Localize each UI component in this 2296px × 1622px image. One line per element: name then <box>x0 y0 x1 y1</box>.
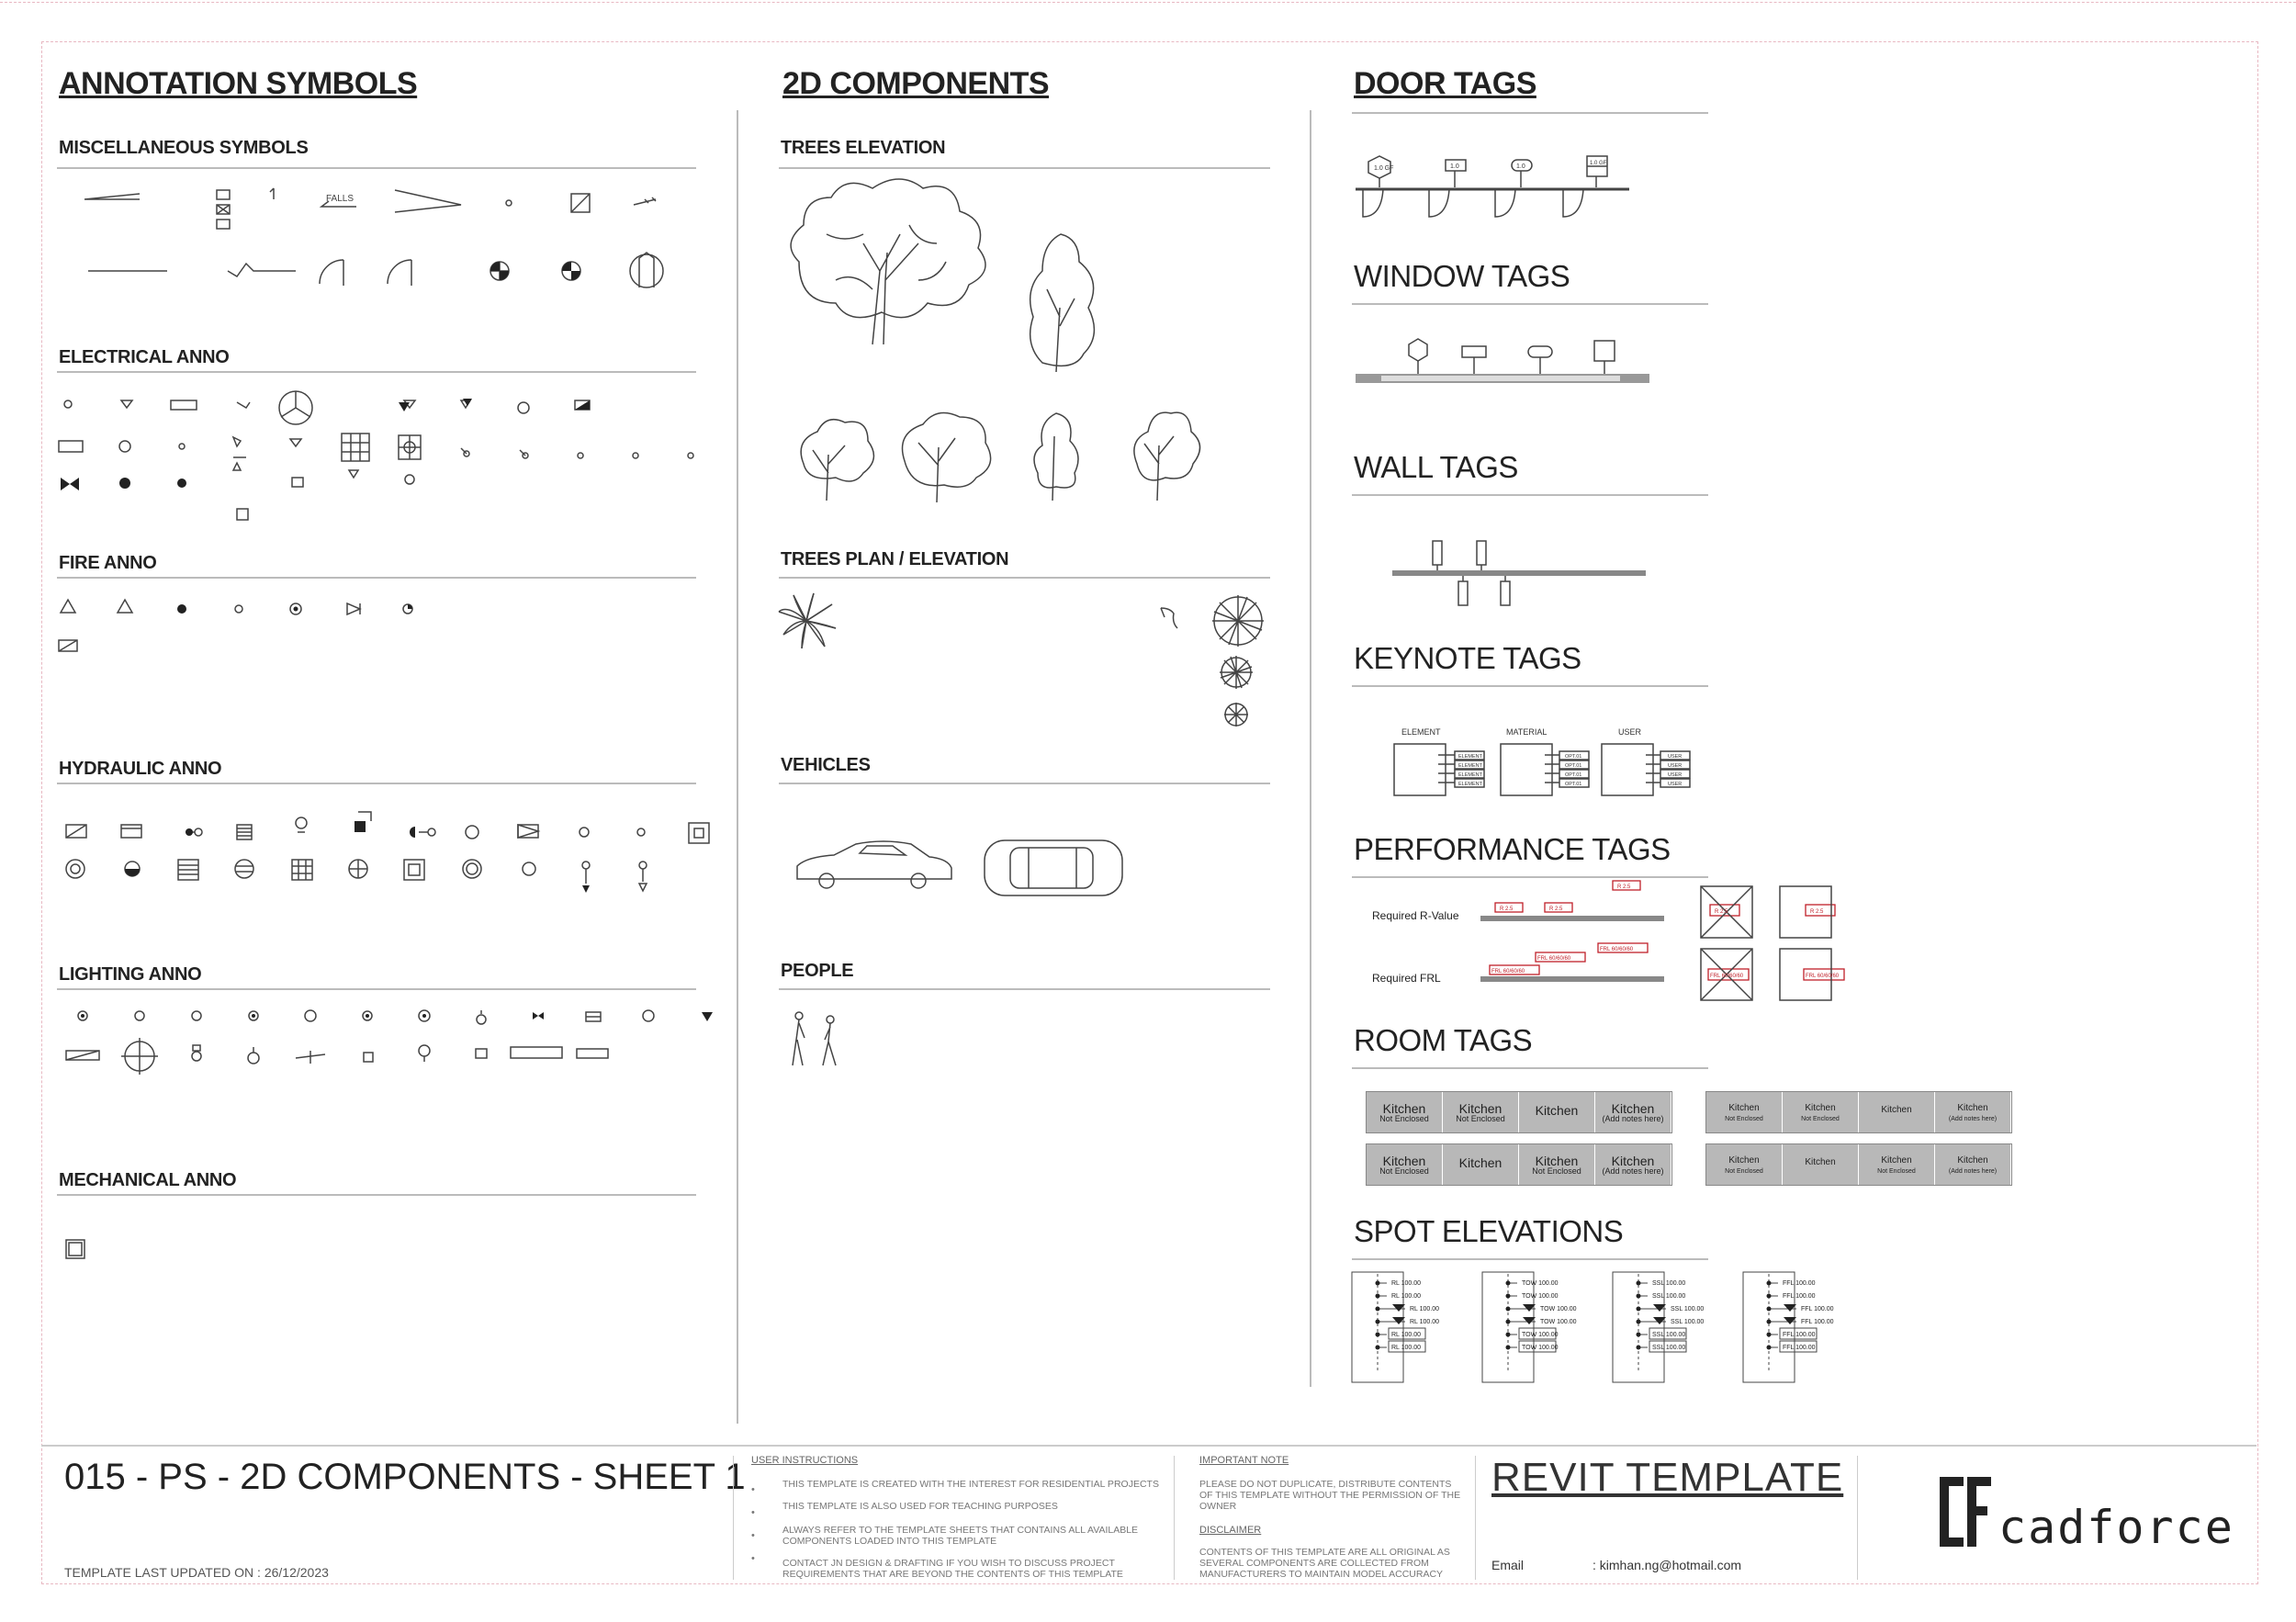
misc-symbols-icons <box>57 179 700 298</box>
spot-elevation-label: RL 100.00 <box>1410 1306 1440 1312</box>
trees-elevation-rule <box>779 167 1270 169</box>
keynote-tags-rule <box>1352 685 1708 687</box>
electrical-anno-icons <box>57 386 700 533</box>
svg-text:ELEMENT: ELEMENT <box>1458 772 1482 778</box>
room-tag-name: Kitchen <box>1881 1155 1912 1166</box>
people-drawings <box>788 1010 861 1075</box>
keynote-tags-heading: KEYNOTE TAGS <box>1354 641 1581 675</box>
room-tag-note: Not Enclosed <box>1379 1114 1429 1123</box>
room-tag <box>1859 1144 1935 1185</box>
room-tag-row <box>1366 1143 1672 1186</box>
column-divider-2 <box>1310 110 1311 1387</box>
email-value: : kimhan.ng@hotmail.com <box>1593 1558 1742 1572</box>
hydraulic-rule <box>57 783 696 784</box>
room-tags-rule <box>1352 1067 1708 1069</box>
spot-elevation-label: RL 100.00 <box>1391 1345 1422 1351</box>
2d-components-heading: 2D COMPONENTS <box>782 66 1050 101</box>
spot-elevation-label: FFL 100.00 <box>1783 1345 1816 1351</box>
instruction-1: THIS TEMPLATE IS CREATED WITH THE INTEREST FOR RESIDENTIAL PROJECTS <box>782 1479 1159 1490</box>
disclaimer-text: CONTENTS OF THIS TEMPLATE ARE ALL ORIGINAL AS SEVERAL COMPONENTS ARE COLLECTED FROM MANUFACTURERS TO MAINTAIN MODEL ACCURACY <box>1199 1547 1450 1580</box>
keynote-label-user: USER <box>1618 727 1642 737</box>
spot-elevation-label: RL 100.00 <box>1391 1332 1422 1338</box>
email-label: Email <box>1491 1558 1525 1572</box>
title-block-divider <box>1475 1456 1476 1580</box>
instruction-bullets: • • • • <box>751 1484 755 1564</box>
room-tag-name: Kitchen <box>1805 1157 1836 1167</box>
spot-elevation-label: RL 100.00 <box>1391 1280 1422 1287</box>
room-tag-row <box>1705 1143 2012 1186</box>
lighting-anno-heading: LIGHTING ANNO <box>59 964 202 985</box>
spot-elevation-label: FFL 100.00 <box>1783 1293 1816 1300</box>
spot-elevation-label: FFL 100.00 <box>1801 1306 1834 1312</box>
spot-elevation-label: SSL 100.00 <box>1652 1332 1686 1338</box>
spot-elevation-label: TOW 100.00 <box>1522 1280 1559 1287</box>
falls-label: FALLS <box>326 194 355 204</box>
door-tag-3: 1.0 <box>1516 163 1525 170</box>
room-tag-row <box>1366 1091 1672 1133</box>
room-tag-note: Not Enclosed <box>1801 1116 1840 1122</box>
electrical-anno-heading: ELECTRICAL ANNO <box>59 347 230 367</box>
spot-elevations-heading: SPOT ELEVATIONS <box>1354 1214 1624 1248</box>
room-tag-note: Not Enclosed <box>1379 1166 1429 1176</box>
required-r-value-label: Required R-Value <box>1372 909 1459 922</box>
lighting-rule <box>57 988 696 990</box>
spot-elevation-label: RL 100.00 <box>1391 1293 1422 1300</box>
svg-text:R 2.5: R 2.5 <box>1617 884 1631 890</box>
room-tag <box>1443 1092 1519 1132</box>
spot-elevation-box <box>1352 1272 1403 1382</box>
svg-text:FRL 60/60/60: FRL 60/60/60 <box>1537 956 1571 962</box>
room-tag-name: Kitchen <box>1728 1103 1760 1113</box>
wall-tags-heading: WALL TAGS <box>1354 450 1518 484</box>
svg-text:OPT.01: OPT.01 <box>1565 782 1582 787</box>
trees-plan-drawings <box>771 588 1286 735</box>
important-note-text: PLEASE DO NOT DUPLICATE, DISTRIBUTE CONTENTS OF THIS TEMPLATE WITHOUT THE PERMISSION OF THE OWNER <box>1199 1479 1461 1512</box>
room-tag-name: Kitchen <box>1382 1101 1426 1116</box>
svg-text:R 2.5: R 2.5 <box>1549 907 1563 912</box>
room-tag-name: Kitchen <box>1881 1105 1912 1115</box>
room-tag-name: Kitchen <box>1382 1154 1426 1168</box>
sheet-top-border <box>0 2 2296 3</box>
door-tags-rule <box>1352 112 1708 114</box>
spot-elevation-label: FFL 100.00 <box>1783 1332 1816 1338</box>
svg-text:ELEMENT: ELEMENT <box>1458 763 1482 769</box>
spot-elevation-label: TOW 100.00 <box>1540 1319 1577 1325</box>
room-tag <box>1367 1092 1443 1132</box>
sheet-title: 015 - PS - 2D COMPONENTS - SHEET 1 <box>64 1457 746 1497</box>
cadforce-logo-icon <box>1927 1473 2000 1550</box>
misc-symbols-heading: MISCELLANEOUS SYMBOLS <box>59 138 309 158</box>
room-tag <box>1859 1092 1935 1132</box>
spot-elevation-label: SSL 100.00 <box>1671 1306 1705 1312</box>
door-tag-2: 1.0 <box>1450 163 1459 170</box>
spot-elevation-label: TOW 100.00 <box>1522 1332 1559 1338</box>
door-tag-1: 1.0 GF <box>1374 165 1394 172</box>
annotation-symbols-heading: ANNOTATION SYMBOLS <box>59 66 418 101</box>
title-block-divider <box>1857 1456 1858 1580</box>
performance-tags-heading: PERFORMANCE TAGS <box>1354 832 1671 866</box>
mechanical-rule <box>57 1194 696 1196</box>
room-tag-name: Kitchen <box>1728 1155 1760 1166</box>
svg-text:USER: USER <box>1668 782 1683 787</box>
trees-plan-heading: TREES PLAN / ELEVATION <box>781 549 1009 569</box>
room-tag-row <box>1705 1091 2012 1133</box>
room-tag <box>1935 1144 2011 1185</box>
room-tag <box>1783 1092 1859 1132</box>
room-tag-note: (Add notes here) <box>1948 1116 1998 1122</box>
misc-rule <box>57 167 696 169</box>
spot-elevation-label: TOW 100.00 <box>1540 1306 1577 1312</box>
room-tag-name: Kitchen <box>1611 1154 1655 1168</box>
room-tag <box>1706 1144 1783 1185</box>
room-tag-name: Kitchen <box>1535 1154 1579 1168</box>
svg-text:ELEMENT: ELEMENT <box>1458 754 1482 760</box>
room-tag <box>1519 1092 1595 1132</box>
spot-elevation-label: TOW 100.00 <box>1522 1293 1559 1300</box>
lighting-anno-icons <box>57 1001 718 1093</box>
fire-rule <box>57 577 696 579</box>
spot-elevations-drawing <box>1350 1272 1901 1391</box>
svg-text:FRL 60/60/60: FRL 60/60/60 <box>1710 974 1744 979</box>
svg-text:OPT.01: OPT.01 <box>1565 763 1582 769</box>
important-note-heading: IMPORTANT NOTE <box>1199 1455 1289 1466</box>
title-block-divider <box>733 1456 734 1580</box>
room-tag-name: Kitchen <box>1458 1155 1503 1170</box>
trees-plan-rule <box>779 577 1270 579</box>
wall-tags-rule <box>1352 494 1708 496</box>
room-tag-note: Not Enclosed <box>1456 1114 1505 1123</box>
vehicles-drawings <box>790 831 1139 905</box>
room-tag-note: Not Enclosed <box>1532 1166 1581 1176</box>
room-tag-name: Kitchen <box>1535 1103 1579 1118</box>
svg-text:R 2.5: R 2.5 <box>1810 909 1824 915</box>
mechanical-anno-icon <box>64 1238 92 1266</box>
svg-text:FRL 60/60/60: FRL 60/60/60 <box>1491 969 1525 974</box>
spot-elevation-box <box>1613 1272 1664 1382</box>
svg-text:OPT.01: OPT.01 <box>1565 754 1582 760</box>
room-tag-note: (Add notes here) <box>1602 1166 1664 1176</box>
electrical-rule <box>57 371 696 373</box>
fire-anno-icons <box>57 592 700 666</box>
room-tag <box>1595 1092 1671 1132</box>
spot-elevation-label: RL 100.00 <box>1410 1319 1440 1325</box>
spot-elevation-label: SSL 100.00 <box>1671 1319 1705 1325</box>
spot-elevation-label: FFL 100.00 <box>1801 1319 1834 1325</box>
spot-elevation-box <box>1482 1272 1534 1382</box>
room-tag-note: Not Enclosed <box>1877 1168 1916 1175</box>
door-tags-heading: DOOR TAGS <box>1354 66 1536 101</box>
mechanical-anno-heading: MECHANICAL ANNO <box>59 1170 237 1190</box>
performance-tags-drawing <box>1479 877 1846 1006</box>
room-tag-note: (Add notes here) <box>1948 1168 1998 1175</box>
fire-anno-heading: FIRE ANNO <box>59 553 157 573</box>
cadforce-logo-text: cadforce <box>1998 1501 2234 1554</box>
spot-elevation-label: SSL 100.00 <box>1652 1345 1686 1351</box>
hydraulic-anno-heading: HYDRAULIC ANNO <box>59 759 222 779</box>
room-tag-name: Kitchen <box>1611 1101 1655 1116</box>
window-tags-drawing <box>1354 335 1657 400</box>
title-block-rule <box>41 1445 2257 1447</box>
window-tags-rule <box>1352 303 1708 305</box>
spot-elevation-label: FFL 100.00 <box>1783 1280 1816 1287</box>
keynote-label-element: ELEMENT <box>1401 727 1441 737</box>
template-updated: TEMPLATE LAST UPDATED ON : 26/12/2023 <box>64 1565 329 1580</box>
room-tag-name: Kitchen <box>1957 1155 1988 1166</box>
column-divider-1 <box>737 110 738 1424</box>
trees-elevation-heading: TREES ELEVATION <box>781 138 946 158</box>
svg-text:FRL 60/60/60: FRL 60/60/60 <box>1806 974 1840 979</box>
room-tag <box>1519 1144 1595 1185</box>
revit-template-title: REVIT TEMPLATE <box>1491 1455 1844 1500</box>
room-tag <box>1443 1144 1519 1185</box>
svg-text:USER: USER <box>1668 763 1683 769</box>
people-heading: PEOPLE <box>781 961 854 981</box>
room-tag <box>1706 1092 1783 1132</box>
vehicles-heading: VEHICLES <box>781 755 871 775</box>
svg-text:R 2.5: R 2.5 <box>1500 907 1514 912</box>
vehicles-rule <box>779 783 1270 784</box>
svg-text:OPT.01: OPT.01 <box>1565 772 1582 778</box>
title-block-divider <box>1174 1456 1175 1580</box>
door-tags-drawing <box>1354 154 1648 228</box>
instruction-3: ALWAYS REFER TO THE TEMPLATE SHEETS THAT CONTAINS ALL AVAILABLE COMPONENTS LOADED INTO THIS TEMPLATE <box>782 1525 1139 1547</box>
spot-elevation-label: TOW 100.00 <box>1522 1345 1559 1351</box>
disclaimer-heading: DISCLAIMER <box>1199 1525 1262 1536</box>
spot-elevation-box <box>1743 1272 1795 1382</box>
people-rule <box>779 988 1270 990</box>
window-tags-heading: WINDOW TAGS <box>1354 259 1570 293</box>
svg-text:USER: USER <box>1668 754 1683 760</box>
trees-elevation-drawings <box>781 179 1277 510</box>
svg-text:R 2.5: R 2.5 <box>1715 909 1728 915</box>
room-tag <box>1935 1092 2011 1132</box>
room-tag <box>1367 1144 1443 1185</box>
room-tag <box>1595 1144 1671 1185</box>
svg-text:USER: USER <box>1668 772 1683 778</box>
instruction-2: THIS TEMPLATE IS ALSO USED FOR TEACHING PURPOSES <box>782 1501 1058 1512</box>
room-tag-note: (Add notes here) <box>1602 1114 1664 1123</box>
instruction-4: CONTACT JN DESIGN & DRAFTING IF YOU WISH TO DISCUSS PROJECT REQUIREMENTS THAT ARE BEYOND THE CONTENTS OF THIS TEMPLATE <box>782 1558 1123 1580</box>
svg-text:ELEMENT: ELEMENT <box>1458 782 1482 787</box>
spot-elevations-rule <box>1352 1258 1708 1260</box>
door-tag-4: 1.0 GF <box>1590 161 1607 166</box>
room-tag-note: Not Enclosed <box>1725 1116 1763 1122</box>
required-frl-label: Required FRL <box>1372 972 1441 985</box>
spot-elevation-label: SSL 100.00 <box>1652 1280 1686 1287</box>
spot-elevation-label: SSL 100.00 <box>1652 1293 1686 1300</box>
room-tag-name: Kitchen <box>1805 1103 1836 1113</box>
keynote-tags-drawing <box>1392 724 1705 797</box>
room-tags-heading: ROOM TAGS <box>1354 1023 1533 1057</box>
room-tag-note: Not Enclosed <box>1725 1168 1763 1175</box>
wall-tags-drawing <box>1392 537 1649 611</box>
keynote-label-material: MATERIAL <box>1506 727 1548 737</box>
user-instructions-heading: USER INSTRUCTIONS <box>751 1455 859 1466</box>
room-tag-name: Kitchen <box>1458 1101 1503 1116</box>
svg-text:FRL 60/60/60: FRL 60/60/60 <box>1600 947 1634 952</box>
hydraulic-anno-icons <box>57 808 718 909</box>
room-tag <box>1783 1144 1859 1185</box>
room-tag-name: Kitchen <box>1957 1103 1988 1113</box>
